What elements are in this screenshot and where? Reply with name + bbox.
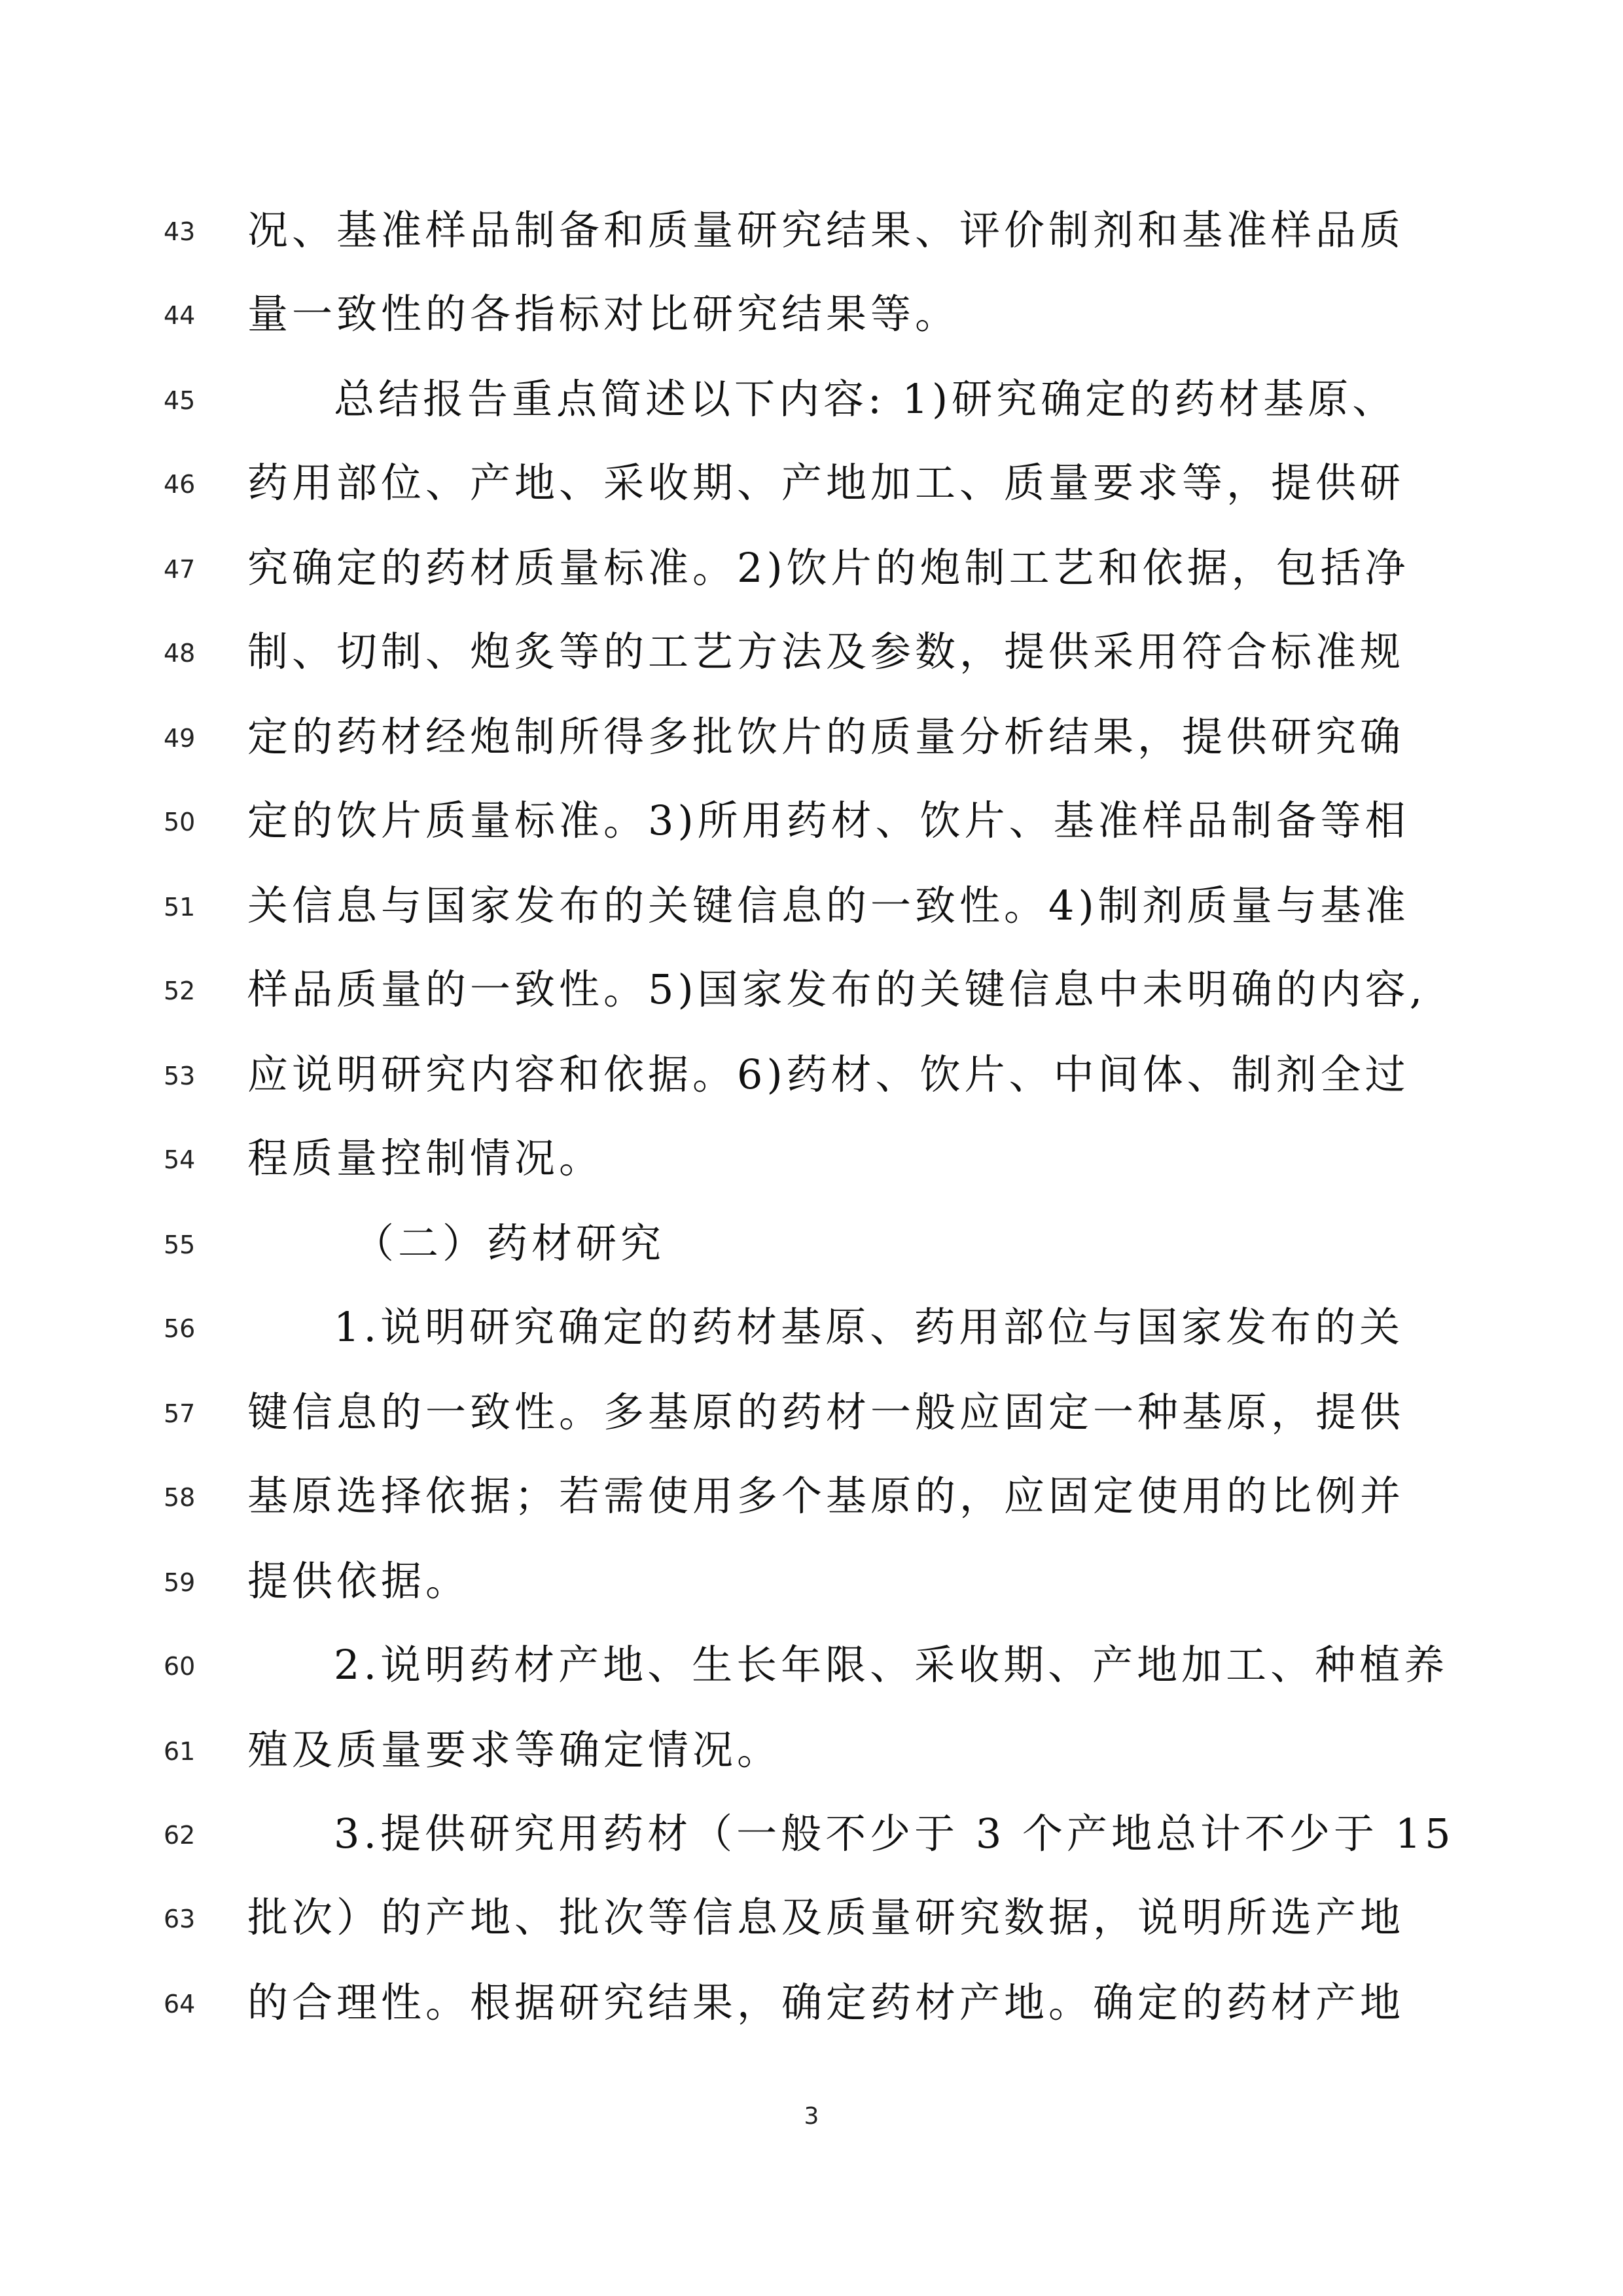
line-number: 49 <box>164 724 196 753</box>
line-text: 定的饮片质量标准。3)所用药材、饮片、基准样品制备等相 <box>247 797 1410 844</box>
line-text: 1.说明研究确定的药材基原、药用部位与国家发布的关 <box>334 1303 1404 1351</box>
line-text: 殖及质量要求等确定情况。 <box>247 1726 782 1774</box>
line-number: 46 <box>164 470 196 499</box>
line-text: 量一致性的各指标对比研究结果等。 <box>247 290 960 338</box>
line-text: 药用部位、产地、采收期、产地加工、质量要求等，提供研 <box>247 459 1405 507</box>
line-text: 总结报告重点简述以下内容: 1)研究确定的药材基原、 <box>334 375 1397 423</box>
text-line-45 <box>0 359 1623 442</box>
text-line-62 <box>0 1793 1623 1877</box>
line-number: 61 <box>164 1737 196 1766</box>
line-text: 程质量控制情况。 <box>247 1134 604 1182</box>
text-line-43 <box>0 190 1623 274</box>
line-number: 59 <box>164 1568 196 1597</box>
line-number: 60 <box>164 1652 196 1681</box>
text-line-51 <box>0 865 1623 949</box>
text-line-56 <box>0 1287 1623 1371</box>
section-heading: （二）药材研究 <box>353 1219 666 1267</box>
line-text: 基原选择依据；若需使用多个基原的，应固定使用的比例并 <box>247 1472 1405 1520</box>
text-line-60 <box>0 1624 1623 1708</box>
line-number: 45 <box>164 386 196 415</box>
line-number: 57 <box>164 1399 196 1428</box>
text-line-61 <box>0 1710 1623 1793</box>
page-number: 3 <box>804 2103 819 2130</box>
line-number: 52 <box>164 977 196 1005</box>
line-text: 键信息的一致性。多基原的药材一般应固定一种基原，提供 <box>247 1388 1405 1436</box>
text-line-44 <box>0 274 1623 357</box>
text-line-47 <box>0 528 1623 611</box>
line-text: 制、切制、炮炙等的工艺方法及参数，提供采用符合标准规 <box>247 628 1405 675</box>
text-line-64 <box>0 1962 1623 2046</box>
text-line-58 <box>0 1456 1623 1539</box>
text-line-52 <box>0 949 1623 1033</box>
line-text: 批次）的产地、批次等信息及质量研究数据，说明所选产地 <box>247 1893 1405 1941</box>
line-text: 的合理性。根据研究结果，确定药材产地。确定的药材产地 <box>247 1979 1405 2026</box>
line-number: 64 <box>164 1990 196 2018</box>
text-line-54 <box>0 1118 1623 1202</box>
line-number: 58 <box>164 1483 196 1512</box>
text-line-50 <box>0 780 1623 864</box>
line-text: 究确定的药材质量标准。2)饮片的炮制工艺和依据，包括净 <box>247 544 1410 592</box>
text-line-59 <box>0 1541 1623 1624</box>
line-text: 样品质量的一致性。5)国家发布的关键信息中未明确的内容, <box>247 965 1427 1013</box>
line-number: 47 <box>164 555 196 584</box>
text-line-57 <box>0 1372 1623 1456</box>
text-line-63 <box>0 1877 1623 1961</box>
text-line-46 <box>0 442 1623 526</box>
line-number: 56 <box>164 1314 196 1343</box>
line-number: 50 <box>164 808 196 836</box>
text-line-49 <box>0 696 1623 780</box>
line-number: 43 <box>164 217 196 246</box>
line-number: 44 <box>164 301 196 330</box>
line-number: 62 <box>164 1821 196 1850</box>
text-line-55 <box>0 1203 1623 1287</box>
text-line-48 <box>0 611 1623 695</box>
line-text: 况、基准样品制备和质量研究结果、评价制剂和基准样品质 <box>247 206 1405 254</box>
line-text: 提供依据。 <box>247 1557 471 1605</box>
line-number: 63 <box>164 1905 196 1933</box>
line-number: 54 <box>164 1145 196 1174</box>
line-text: 应说明研究内容和依据。6)药材、饮片、中间体、制剂全过 <box>247 1050 1410 1098</box>
line-text: 2.说明药材产地、生长年限、采收期、产地加工、种植养 <box>334 1641 1449 1689</box>
line-number: 53 <box>164 1062 196 1090</box>
line-text: 定的药材经炮制所得多批饮片的质量分析结果，提供研究确 <box>247 713 1405 761</box>
line-number: 48 <box>164 639 196 668</box>
line-number: 51 <box>164 893 196 922</box>
line-text: 关信息与国家发布的关键信息的一致性。4)制剂质量与基准 <box>247 882 1410 929</box>
line-number: 55 <box>164 1230 196 1259</box>
line-text: 3.提供研究用药材（一般不少于 3 个产地总计不少于 15 <box>334 1810 1455 1857</box>
text-line-53 <box>0 1034 1623 1118</box>
